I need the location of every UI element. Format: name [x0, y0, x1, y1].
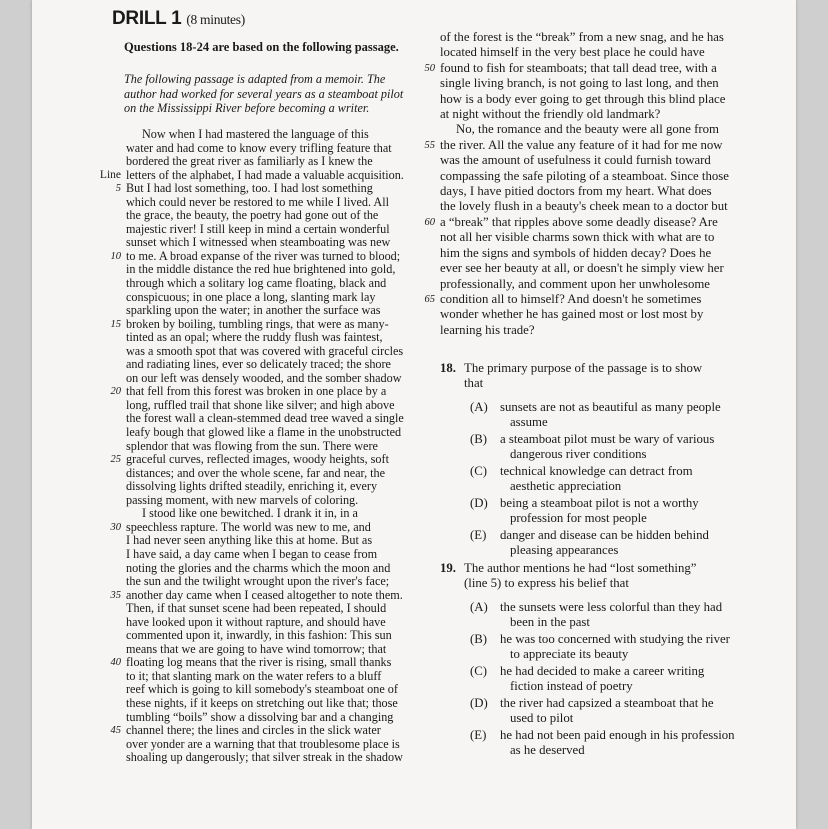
answer-option-letter: (E)	[470, 728, 487, 742]
passage-line	[126, 142, 416, 156]
answer-option-line: the river had capsized a steamboat that he	[500, 696, 714, 710]
answer-option-text	[500, 400, 740, 430]
line-number: 25	[110, 454, 121, 466]
answer-option[interactable]	[470, 664, 740, 694]
passage-line	[110, 587, 416, 603]
passage-line	[126, 331, 416, 345]
passage-line-text: sparkling upon the water; in another the surface was	[126, 303, 381, 318]
answer-option[interactable]	[470, 496, 740, 526]
passage-line	[440, 323, 730, 338]
passage-line-text: means that we are going to have wind tomorrow; that	[126, 641, 387, 656]
line-number: 40	[110, 657, 121, 669]
line-number: 30	[110, 521, 121, 533]
passage-line	[126, 128, 416, 142]
passage-line-text: to me. A broad expanse of the river was turned to blood;	[126, 248, 401, 263]
answer-option-text	[500, 664, 740, 694]
passage-line-text: of the forest is the “break” from a new snag, and he has	[440, 30, 724, 44]
answer-option-line: profession for most people	[510, 511, 647, 525]
question-number: 19.	[440, 561, 456, 575]
passage-line	[440, 307, 730, 322]
passage-line-text: ever see her beauty at all, or doesn't he simply view her	[440, 261, 724, 276]
passage-line-text: majestic river! I still keep in mind a certain wonderful	[126, 221, 390, 236]
passage-line-text: the river. All the value any feature of it had for me now	[440, 137, 723, 152]
passage-line	[424, 291, 730, 307]
answer-option-line: to appreciate its beauty	[510, 647, 629, 661]
passage-line-text: Now when I had mastered the language of this	[142, 127, 369, 141]
passage-line	[99, 167, 416, 183]
answer-option-letter: (D)	[470, 496, 488, 510]
passage-line-text: the forest wall a clean-stemmed dead tree waved a single	[126, 411, 404, 426]
passage-line-text: I have said, a day came when I began to cease from	[126, 546, 378, 561]
passage-line-text: dissolving lights drifted steadily, enriching it, every	[126, 479, 378, 494]
passage-line-text: through which a solitary log came floating, black and	[126, 276, 387, 291]
passage-line-text: water and had come to know every trifling feature that	[126, 140, 392, 155]
passage-line	[126, 629, 416, 643]
answer-option-text	[500, 432, 740, 462]
question-stem-line: The author mentions he had “lost something”	[464, 561, 697, 575]
line-number: 35	[110, 589, 121, 601]
passage-line	[126, 196, 416, 210]
passage-line	[440, 184, 730, 199]
passage-line-text: noting the glories and the charms which the moon and	[126, 560, 391, 575]
passage-intro	[124, 72, 406, 116]
answer-option-letter: (C)	[470, 464, 488, 478]
question-stem-line: that	[464, 376, 484, 390]
passage-line-text: him the signs and symbols of hidden decay? Does he	[440, 245, 712, 260]
passage-line	[126, 236, 416, 250]
passage-line	[126, 467, 416, 481]
line-number: Line	[99, 168, 121, 181]
passage-line	[126, 209, 416, 223]
passage-line	[126, 372, 416, 386]
question-stem-line: The primary purpose of the passage is to show	[464, 361, 703, 375]
passage-line-text: was a smooth spot that was covered with graceful circles	[126, 343, 404, 358]
passage-line	[110, 519, 416, 535]
passage-line-text: tinted as an opal; where the ruddy flush was faintest,	[126, 330, 383, 345]
passage-line-text: wonder whether he has gained most or lost most by	[440, 307, 704, 322]
passage-line	[110, 655, 416, 670]
passage-line	[440, 45, 730, 60]
passage-line-text: the sun and the twilight wrought upon the river's face;	[126, 574, 390, 589]
line-number: 15	[110, 318, 121, 330]
passage-right-column	[424, 30, 730, 338]
passage-line	[126, 358, 416, 372]
passage-line	[126, 412, 416, 426]
answer-option-line: the sunsets were less colorful than they had	[500, 600, 723, 614]
passage-line	[126, 575, 416, 589]
passage-line-text: But I had lost something, too. I had lost something	[126, 181, 373, 196]
question-stem	[464, 561, 740, 591]
answer-option-line: technical knowledge can detract from	[500, 464, 693, 478]
passage-line	[440, 30, 730, 45]
passage-line	[126, 223, 416, 237]
passage-line-text: splendor that was flowing from the sun. There were	[126, 438, 378, 453]
passage-line	[126, 345, 416, 359]
passage-line-text: reef which is going to kill somebody's steamboat one of	[126, 682, 398, 697]
passage-line-text: found to fish for steamboats; that tall dead tree, with a	[440, 60, 717, 75]
passage-line	[440, 122, 730, 137]
answer-option[interactable]	[470, 632, 740, 662]
answer-option-line: pleasing appearances	[510, 543, 619, 557]
answer-option-line: he was too concerned with studying the river	[500, 632, 730, 646]
passage-line-text: to it; that slanting mark on the water refers to a bluff	[126, 668, 382, 683]
line-number: 5	[115, 183, 121, 195]
line-number: 65	[424, 293, 435, 305]
passage-line-text: passing moment, with new marvels of coloring.	[126, 492, 359, 507]
intro-line: on the Mississippi River before becoming a writer.	[124, 101, 370, 115]
drill-title	[112, 8, 245, 30]
answer-option-line: fiction instead of poetry	[510, 679, 633, 693]
passage-line-text: located himself in the very best place he could have	[440, 45, 705, 60]
passage-line-text: long, ruffled trail that shone like silver; and high above	[126, 397, 395, 412]
passage-line-text: at night without the friendly old landmark?	[440, 107, 661, 122]
passage-line	[440, 261, 730, 276]
answer-option-letter: (D)	[470, 696, 488, 710]
passage-line	[126, 548, 416, 562]
passage-line-text: in the middle distance the red hue brightened into gold,	[126, 262, 396, 277]
passage-line	[440, 92, 730, 107]
line-number: 55	[424, 139, 435, 151]
answer-option-letter: (E)	[470, 528, 487, 542]
passage-line-text: and radiating lines, ever so delicately traced; the shore	[126, 357, 391, 372]
answer-option-line: aesthetic appreciation	[510, 479, 622, 493]
passage-line	[126, 440, 416, 454]
passage-line	[126, 711, 416, 725]
passage-line	[126, 304, 416, 318]
passage-line-text: speechless rapture. The world was new to me, and	[126, 519, 371, 534]
line-number: 45	[110, 725, 121, 737]
passage-line	[424, 137, 730, 153]
passage-line	[440, 107, 730, 122]
passage-line	[126, 562, 416, 576]
passage-line	[126, 683, 416, 697]
passage-line	[126, 534, 416, 548]
passage-line-text: bordered the great river as familiarly as I knew the	[126, 154, 373, 169]
passage-line	[440, 169, 730, 184]
answer-option-line: as he deserved	[510, 743, 585, 757]
question-number: 18.	[440, 361, 456, 375]
passage-line	[126, 616, 416, 630]
answer-option-text	[500, 600, 740, 630]
answer-option[interactable]	[470, 696, 740, 726]
passage-line	[126, 263, 416, 277]
passage-line-text: compassing the safe piloting of a steamboat. Since those	[440, 168, 729, 183]
line-number: 10	[110, 250, 121, 262]
answer-option-line: being a steamboat pilot is not a worthy	[500, 496, 699, 510]
passage-line-text: which could never be restored to me while I lived. All	[126, 194, 389, 209]
passage-line-text: I had never seen anything like this at home. But as	[126, 533, 373, 548]
passage-line	[115, 181, 416, 196]
drill-title-text: DRILL 1	[112, 8, 182, 29]
question-stem	[464, 361, 740, 391]
passage-line-text: these nights, if it keeps on stretching out like that; those	[126, 695, 398, 710]
answer-option-line: dangerous river conditions	[510, 447, 647, 461]
passage-line	[126, 738, 416, 752]
passage-line-text: broken by boiling, tumbling rings, that were as many-	[126, 316, 389, 331]
answer-option-letter: (B)	[470, 432, 488, 446]
answer-option-text	[500, 728, 740, 758]
passage-line	[440, 76, 730, 91]
passage-line-text: conspicuous; in one place a long, slanting mark lay	[126, 289, 376, 304]
answer-option-line: sunsets are not as beautiful as many people	[500, 400, 721, 414]
answer-option-text	[500, 528, 740, 558]
answer-option-letter: (A)	[470, 600, 488, 614]
intro-line: author had worked for several years as a steamboat pilot	[124, 86, 404, 101]
questions-header: Questions 18-24 are based on the following passage.	[124, 40, 399, 54]
passage-line	[126, 697, 416, 711]
answer-option[interactable]	[470, 600, 740, 630]
passage-line-text: tumbling “boils” show a dissolving bar and a changing	[126, 709, 394, 724]
passage-line	[440, 199, 730, 214]
passage-line-text: graceful curves, reflected images, woody heights, soft	[126, 452, 389, 467]
passage-line	[126, 291, 416, 305]
passage-line	[424, 214, 730, 230]
answer-option-line: used to pilot	[510, 711, 574, 725]
answer-option-text	[500, 632, 740, 662]
passage-line-text: the grace, the beauty, the poetry had gone out of the	[126, 208, 379, 223]
passage-line-text: a “break” that ripples above some deadly disease? Are	[440, 214, 718, 229]
passage-line-text: the lovely flush in a beauty's cheek mean to a doctor but	[440, 199, 728, 214]
passage-line	[126, 751, 416, 765]
passage-line	[126, 426, 416, 440]
passage-line-text: channel there; the lines and circles in the slick water	[126, 723, 381, 738]
passage-line-text: days, I have pitied doctors from my heart. What does	[440, 184, 712, 199]
answer-option-text	[500, 464, 740, 494]
answer-option-letter: (B)	[470, 632, 488, 646]
passage-line-text: over yonder are a warning that that troublesome place is	[126, 736, 400, 751]
passage-line-text: condition all to himself? And doesn't he sometimes	[440, 291, 702, 306]
passage-line	[126, 507, 416, 521]
passage-line	[440, 246, 730, 261]
passage-line	[126, 602, 416, 616]
question-19	[440, 561, 740, 758]
passage-line-text: that fell from this forest was broken in one place by a	[126, 384, 387, 399]
passage-line-text: distances; and over the whole scene, far and near, the	[126, 465, 386, 480]
passage-line	[126, 670, 416, 684]
line-number: 20	[110, 386, 121, 398]
passage-line	[126, 494, 416, 508]
passage-line	[110, 384, 416, 399]
passage-line	[110, 723, 416, 738]
question-18	[440, 361, 740, 558]
question-stem-line: (line 5) to express his belief that	[464, 576, 629, 590]
passage-line-text: commented upon it, inwardly, in this fashion: This sun	[126, 628, 392, 643]
passage-line-text: Then, if that sunset scene had been repeated, I should	[126, 601, 387, 616]
passage-line-text: professionally, and comment upon her unwholesome	[440, 276, 710, 291]
passage-line-text: on our left was densely wooded, and the somber shadow	[126, 370, 402, 385]
answer-option-letter: (C)	[470, 664, 488, 678]
answer-option-line: assume	[510, 415, 548, 429]
passage-line-text: have looked upon it without rapture, and should have	[126, 614, 386, 629]
passage-line-text: learning his trade?	[440, 322, 535, 337]
passage-line	[126, 277, 416, 291]
passage-line-text: floating log means that the river is rising, small thanks	[126, 655, 392, 670]
passage-line	[110, 248, 416, 264]
document-page	[32, 0, 796, 829]
answer-option-line: a steamboat pilot must be wary of various	[500, 432, 715, 446]
passage-line	[126, 155, 416, 169]
passage-line-text: I stood like one bewitched. I drank it in, in a	[142, 506, 358, 521]
answer-option[interactable]	[470, 728, 740, 758]
passage-line-text: sunset which I witnessed when steamboating was new	[126, 235, 391, 250]
answer-option-line: danger and disease can be hidden behind	[500, 528, 709, 542]
passage-line-text: letters of the alphabet, I had made a valuable acquisition.	[126, 167, 404, 182]
answer-option-text	[500, 496, 740, 526]
passage-line	[110, 316, 416, 332]
intro-line: The following passage is adapted from a memoir. The	[124, 72, 386, 86]
answer-option-text	[500, 696, 740, 726]
answer-option[interactable]	[470, 400, 740, 430]
answer-option[interactable]	[470, 528, 740, 558]
passage-line	[440, 230, 730, 245]
drill-minutes: (8 minutes)	[186, 12, 245, 27]
passage-line-text: No, the romance and the beauty were all gone from	[456, 122, 719, 137]
line-number: 60	[424, 216, 435, 228]
answer-option-line: he had not been paid enough in his profession	[500, 728, 735, 742]
passage-line-text: single living branch, is not going to last long, and then	[440, 76, 719, 91]
passage-line-text: another day came when I ceased altogether to note them.	[126, 587, 403, 602]
passage-line	[126, 643, 416, 657]
passage-line-text: was the amount of usefulness it could furnish toward	[440, 153, 711, 168]
passage-line-text: not all her visible charms sown thick with what are to	[440, 230, 715, 245]
passage-line	[126, 399, 416, 413]
passage-line	[126, 480, 416, 494]
passage-line	[424, 60, 730, 76]
passage-left-column	[99, 127, 416, 765]
passage-line-text: shoaling up dangerously; that silver streak in the shadow	[126, 750, 403, 765]
passage-line	[440, 277, 730, 292]
answer-option-line: been in the past	[510, 615, 590, 629]
passage-line	[440, 153, 730, 168]
answer-option-letter: (A)	[470, 400, 488, 414]
passage-line	[110, 452, 416, 467]
answer-option-line: he had decided to make a career writing	[500, 664, 705, 678]
passage-line-text: leafy bough that glowed like a flame in the unobstructed	[126, 425, 402, 440]
line-number: 50	[424, 62, 435, 74]
answer-option[interactable]	[470, 432, 740, 462]
answer-option[interactable]	[470, 464, 740, 494]
passage-line-text: how is a body ever going to get through this blind place	[440, 91, 726, 106]
